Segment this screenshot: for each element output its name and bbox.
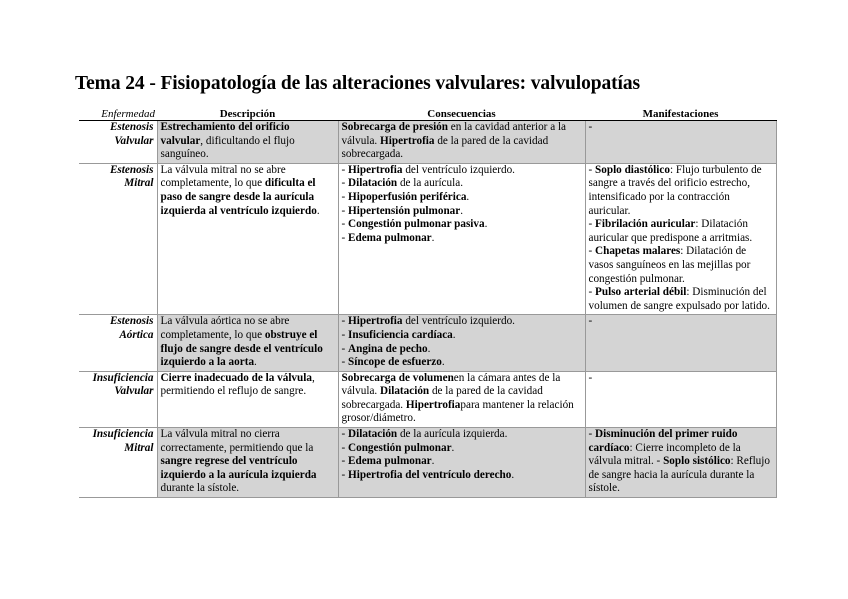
bold-text: Hipertrofia bbox=[348, 315, 403, 328]
disease-cell bbox=[79, 121, 157, 164]
cell-line bbox=[342, 218, 582, 232]
description-cell bbox=[157, 315, 338, 371]
bold-text: Disminución del primer ruido cardíaco bbox=[588, 428, 738, 454]
table-body bbox=[79, 121, 776, 498]
bold-text: Insuficiencia cardíaca bbox=[348, 328, 453, 341]
text: - bbox=[341, 356, 349, 369]
text: - bbox=[588, 245, 596, 258]
description-cell bbox=[157, 371, 338, 427]
bold-text: Dilatación bbox=[348, 177, 398, 190]
text: . bbox=[441, 356, 445, 369]
table-row bbox=[79, 371, 776, 427]
text: - bbox=[588, 121, 593, 133]
manifestations-cell bbox=[585, 371, 776, 427]
consequences-cell bbox=[338, 315, 585, 371]
header-enfermedad: Enfermedad bbox=[79, 108, 157, 121]
text: La válvula aórtica no se abre completamente, lo que bbox=[160, 315, 290, 341]
cell-line bbox=[161, 315, 335, 369]
cell-line bbox=[589, 428, 773, 496]
bold-text: Soplo sistólico bbox=[663, 455, 731, 468]
text: - bbox=[341, 218, 349, 231]
disease-name-line: Insuficiencia bbox=[92, 371, 154, 384]
cell-line bbox=[589, 121, 773, 135]
disease-cell bbox=[79, 428, 157, 498]
bold-text: Hipoperfusión periférica bbox=[348, 190, 467, 203]
text: - bbox=[588, 163, 596, 176]
bold-text: Hipertrofia bbox=[348, 163, 403, 176]
table-row bbox=[79, 121, 776, 164]
bold-text: Cierre inadecuado de la válvula bbox=[160, 371, 312, 384]
text: durante la sístole. bbox=[160, 482, 240, 495]
bold-text: Edema pulmonar bbox=[348, 455, 432, 468]
text: , permitiendo el reflujo de sangre. bbox=[160, 371, 315, 398]
cell-line bbox=[589, 315, 773, 329]
bold-text: Pulso arterial débil bbox=[595, 286, 687, 299]
text: - bbox=[341, 428, 349, 441]
text: : Dilatación de vasos sanguíneos en las mejillas por congestión pulmonar. bbox=[588, 245, 751, 285]
cell-line bbox=[342, 442, 582, 456]
table-row bbox=[79, 163, 776, 315]
text: - bbox=[341, 204, 349, 217]
bold-text: Dilatación bbox=[380, 385, 430, 398]
disease-name-line: Aórtica bbox=[119, 328, 154, 341]
cell-line bbox=[342, 469, 582, 483]
disease-cell bbox=[79, 371, 157, 427]
bold-text: Dilatación bbox=[348, 428, 398, 441]
disease-name-line: Valvular bbox=[114, 134, 154, 147]
text: en la cavidad anterior a la válvula. bbox=[341, 121, 567, 147]
text: , dificultando el flujo sanguíneo. bbox=[160, 134, 295, 161]
disease-cell bbox=[79, 315, 157, 371]
text: en la cámara antes de la válvula. bbox=[341, 371, 561, 398]
cell-line bbox=[342, 356, 582, 370]
text: - bbox=[341, 315, 349, 328]
manifestations-cell bbox=[585, 121, 776, 164]
cell-line bbox=[342, 343, 582, 357]
bold-text: Hipertrofia del ventrículo derecho bbox=[348, 468, 512, 481]
description-cell bbox=[157, 428, 338, 498]
cell-line bbox=[342, 315, 582, 329]
consequences-cell bbox=[338, 371, 585, 427]
text: . bbox=[427, 342, 431, 355]
text: de la aurícula izquierda. bbox=[397, 428, 508, 441]
text: La válvula mitral no cierra correctamente, permitiendo que la bbox=[160, 428, 314, 454]
cell-line bbox=[161, 428, 335, 496]
manifestations-cell bbox=[585, 163, 776, 315]
manifestations-cell bbox=[585, 428, 776, 498]
description-cell bbox=[157, 163, 338, 315]
bold-text: Síncope de esfuerzo bbox=[348, 356, 442, 369]
consequences-cell bbox=[338, 428, 585, 498]
text: - bbox=[588, 218, 596, 231]
cell-line bbox=[589, 286, 773, 313]
disease-name-line: Mitral bbox=[124, 177, 154, 190]
bold-text: Sobrecarga de presión bbox=[341, 121, 448, 133]
text: del ventrículo izquierdo. bbox=[402, 163, 515, 176]
bold-text: Hipertrofia bbox=[380, 134, 435, 147]
cell-line bbox=[589, 372, 773, 386]
bold-text: Chapetas malares bbox=[595, 245, 681, 258]
text: . bbox=[451, 441, 455, 454]
text: . bbox=[431, 455, 435, 468]
cell-line bbox=[342, 428, 582, 442]
text: La válvula mitral no se abre completamente, lo que bbox=[160, 163, 286, 190]
cell-line bbox=[342, 329, 582, 343]
cell-line bbox=[589, 164, 773, 218]
text: : Cierre incompleto de la válvula mitral. - bbox=[588, 441, 741, 468]
text: - bbox=[341, 163, 349, 176]
text: - bbox=[341, 342, 349, 355]
cell-line bbox=[342, 455, 582, 469]
disease-name-line: Valvular bbox=[114, 385, 154, 398]
header-descripcion: Descripción bbox=[157, 108, 338, 121]
text: . bbox=[511, 468, 515, 481]
text: de la aurícula. bbox=[397, 177, 463, 190]
bold-text: Hipertensión pulmonar bbox=[348, 204, 461, 217]
text: del ventrículo izquierdo. bbox=[402, 315, 515, 328]
page-title: Tema 24 - Fisiopatología de las alteraciones valvulares: valvulopatías bbox=[75, 73, 641, 94]
text: - bbox=[341, 328, 349, 341]
cell-line bbox=[589, 245, 773, 286]
valvulopathy-table bbox=[79, 108, 777, 498]
text: . bbox=[431, 231, 435, 244]
text: . bbox=[316, 204, 320, 217]
text: . bbox=[452, 328, 456, 341]
cell-line bbox=[342, 205, 582, 219]
bold-text: Angina de pecho bbox=[348, 342, 428, 355]
text: - bbox=[588, 315, 593, 328]
manifestations-cell bbox=[585, 315, 776, 371]
disease-name-line: Insuficiencia bbox=[92, 428, 154, 441]
text: : Reflujo de sangre hacia la aurícula durante la sístole. bbox=[588, 455, 770, 495]
description-cell bbox=[157, 121, 338, 164]
bold-text: Congestión pulmonar bbox=[348, 441, 452, 454]
text: de la pared de la cavidad sobrecargada. bbox=[341, 385, 543, 411]
text: - bbox=[341, 190, 349, 203]
bold-text: Hipertrofia bbox=[405, 398, 461, 411]
disease-cell bbox=[79, 163, 157, 315]
text: - bbox=[341, 455, 349, 468]
text: de la pared de la cavidad sobrecargada. bbox=[341, 134, 549, 161]
cell-line bbox=[589, 218, 773, 245]
header-manifestaciones: Manifestaciones bbox=[585, 108, 776, 121]
bold-text: dificulta el paso de sangre desde la aurícula izquierda al ventrículo izquierdo bbox=[160, 177, 317, 217]
disease-name-line: Estenosis bbox=[109, 121, 154, 133]
text: : Disminución del volumen de sangre expulsado por latido. bbox=[588, 286, 770, 312]
bold-text: obstruye el flujo de sangre desde el ventrículo izquierdo a la aorta bbox=[160, 328, 323, 369]
table-header-row bbox=[79, 108, 776, 121]
bold-text: Edema pulmonar bbox=[348, 231, 432, 244]
text: - bbox=[341, 231, 349, 244]
bold-text: Fibrilación auricular bbox=[595, 218, 696, 231]
text: - bbox=[588, 286, 596, 299]
bold-text: Estrechamiento del orificio valvular bbox=[160, 121, 290, 147]
text: . bbox=[466, 190, 470, 203]
text: : Flujo turbulento de sangre a través del orificio estrecho, intensificado por la contracción auricular. bbox=[588, 163, 762, 217]
text: - bbox=[588, 371, 593, 384]
cell-line bbox=[342, 191, 582, 205]
bold-text: Soplo diastólico bbox=[595, 163, 670, 176]
disease-name-line: Mitral bbox=[124, 441, 154, 454]
cell-line bbox=[342, 177, 582, 191]
consequences-cell bbox=[338, 121, 585, 164]
bold-text: sangre regrese del ventrículo izquierdo a la aurícula izquierda bbox=[160, 455, 317, 481]
text: . bbox=[460, 204, 464, 217]
consequences-cell bbox=[338, 163, 585, 315]
table-row bbox=[79, 315, 776, 371]
header-consecuencias: Consecuencias bbox=[338, 108, 585, 121]
text: - bbox=[588, 428, 596, 441]
text: : Dilatación auricular que predispone a arritmias. bbox=[588, 218, 753, 244]
bold-text: Congestión pulmonar pasiva bbox=[348, 218, 485, 231]
cell-line bbox=[161, 121, 335, 162]
text: . bbox=[484, 218, 488, 231]
cell-line bbox=[342, 121, 582, 162]
text: - bbox=[341, 177, 349, 190]
table-row bbox=[79, 428, 776, 498]
text: para mantener la relación grosor/diámetro. bbox=[341, 398, 574, 425]
cell-line bbox=[342, 232, 582, 246]
bold-text: Sobrecarga de volumen bbox=[341, 371, 454, 384]
cell-line bbox=[342, 164, 582, 178]
cell-line bbox=[161, 372, 335, 399]
cell-line bbox=[342, 372, 582, 426]
disease-name-line: Estenosis bbox=[109, 163, 154, 176]
text: - bbox=[341, 441, 349, 454]
text: - bbox=[341, 468, 349, 481]
disease-name-line: Estenosis bbox=[109, 315, 154, 328]
cell-line bbox=[161, 164, 335, 218]
text: . bbox=[254, 356, 257, 369]
